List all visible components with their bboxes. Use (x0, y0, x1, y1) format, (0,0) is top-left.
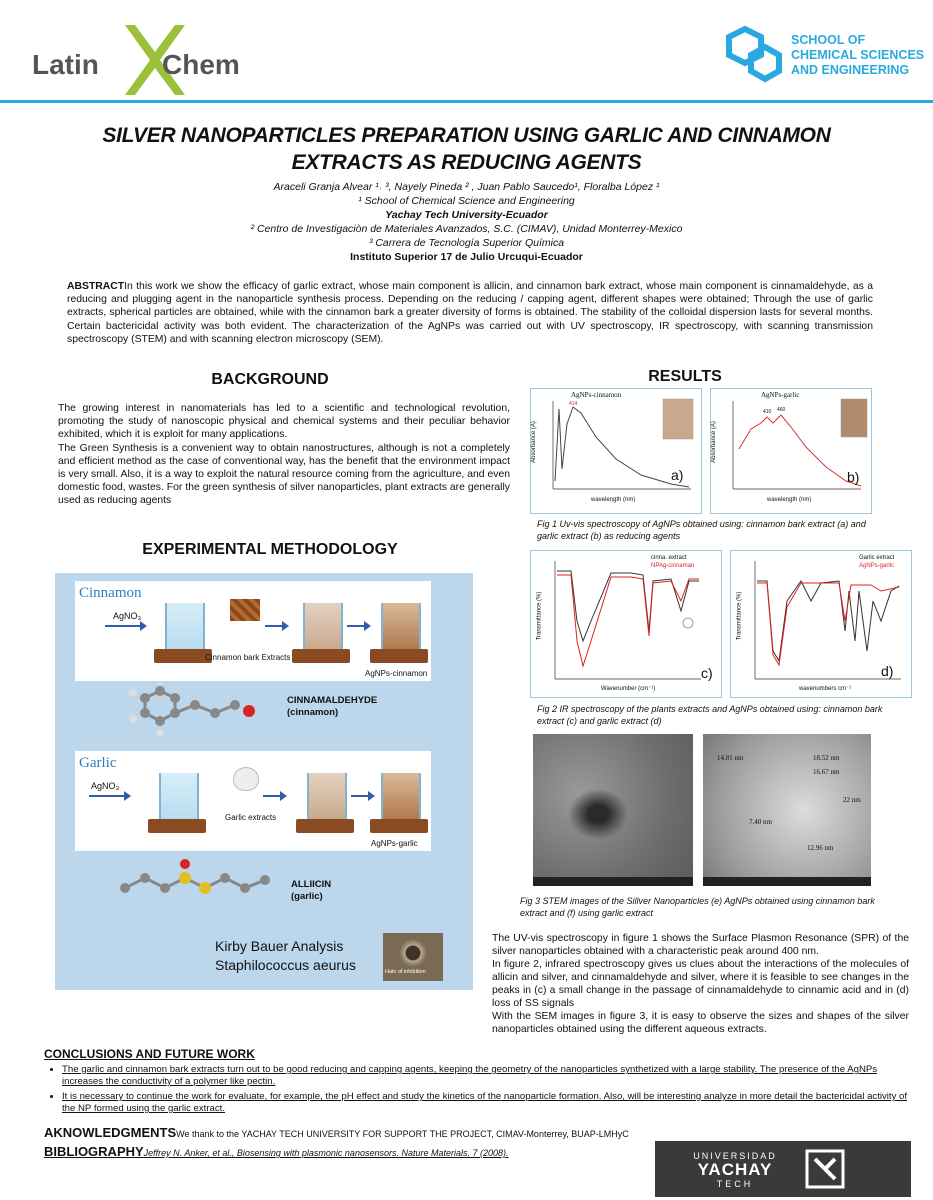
school-name-line: CHEMICAL SCIENCES (791, 48, 925, 62)
poster-title (60, 122, 873, 176)
discussion-paragraph: The UV-vis spectroscopy in figure 1 shows the Surface Plasmon Resonance (SPR) of the silver nanoparticles obtained with a characteristic peak around 400 nm. (492, 933, 909, 957)
panel-tag: b) (847, 469, 860, 485)
particle-size-label: 7.40 nm (749, 818, 772, 826)
particle-size-label: 16.67 nm (813, 768, 840, 776)
acknowledgments (44, 1124, 664, 1142)
molecule-name: CINNAMALDEHYDE (287, 695, 378, 706)
biblio-text: Jeffrey N. Anker, et al., Biosensing with plasmonic nanosensors. Nature Materials. 7 (2008). (143, 1148, 509, 1158)
arrow-icon (265, 625, 287, 627)
background-paragraph: The Green Synthesis is a convenient way to obtain nanostructures, although is not a completely and efficient method as the case of conventional way, has the benefit that the environment impact is very small. Also, it is a way to exploit the natural resource coming from the agriculture, and even domestic food, wastes. For the green synthesis of silver nanoparticles, plant extracts are generally used as reducing agents (58, 442, 510, 507)
axis-label: Wavenumber (cm⁻¹) (601, 686, 656, 692)
molecule-name: ALLIICIN (291, 879, 332, 890)
particle-size-label: 18.52 nm (813, 754, 840, 762)
methodology-panel (55, 573, 473, 990)
fig2-caption: Fig 2 IR spectroscopy of the plants extracts and AgNPs obtained using: cinnamon bark extract (c) and garlic extract (d) (537, 704, 883, 726)
axis-label: wavelength (nm) (767, 497, 812, 503)
results-heading: RESULTS (648, 368, 722, 385)
halo-label: Halo of inhibition (385, 969, 426, 975)
bibliography (44, 1143, 644, 1161)
methodology-heading: EXPERIMENTAL METHODOLOGY (142, 541, 398, 558)
product-label: AgNPs-cinnamon (365, 669, 428, 678)
arrow-icon (347, 625, 369, 627)
particle-size-label: 14.81 nm (717, 754, 744, 762)
yachay-wordmark (675, 1149, 795, 1191)
panel-tag: a) (671, 467, 684, 483)
extract-label: Garlic extracts (225, 813, 277, 822)
uv-chart-a (530, 388, 702, 514)
particle-size-label: 12.96 nm (807, 844, 834, 852)
conclusion-item: • It is necessary to continue the work for evaluate, for example, the pH effect and study the kinetics of the nanoparticle formation. Also, will be interesting analyze in more detail the bactericidal activity of the NP formed using the garlic extract. (62, 1091, 920, 1115)
axis-label: Absorbance (A) (710, 421, 717, 463)
panel-tag: d) (881, 663, 894, 679)
extract-label: Cinnamon bark Extracts (205, 653, 291, 662)
svg-text:Chem: Chem (162, 49, 240, 80)
uv-chart-b (710, 388, 872, 514)
beaker-icon (381, 603, 421, 651)
garlic-scheme (75, 751, 431, 851)
logo-line: TECH (716, 1179, 754, 1189)
school-name-line: AND ENGINEERING (791, 63, 910, 77)
ack-text: We thank to the YACHAY TECH UNIVERSITY FOR SUPPORT THE PROJECT, CIMAV-Monterrey, BUAP-LMHyC (176, 1129, 629, 1139)
stem-image-e (533, 734, 693, 886)
latinx-chem-logo (30, 20, 240, 100)
axis-label: wavelength (nm) (591, 497, 636, 503)
cinnamon-scheme (75, 581, 431, 681)
affiliation: ² Centro de Investigaciòn de Materiales Avanzados, S.C. (CIMAV), Unidad Monterrey-Mexico (250, 223, 683, 235)
hotplate-icon (370, 649, 428, 663)
hotplate-icon (370, 819, 428, 833)
legend (859, 554, 894, 570)
arrow-icon (351, 795, 373, 797)
results-discussion (492, 932, 909, 1036)
abstract-text: In this work we show the efficacy of garlic extract, whose main component is allicin, and cinnamon bark extract, whose main component is cinnamaldehyde, as a reducing and plugging agent in the nanoparticle synthesis process. Depending on the reducing / capping agent, different shapes were obtained; Through the use of garlic extracts, spherical particles are obtained, while with the cinnamon bark a greater diversity of forms is obtained. The stability of the colloidal dispersion lasts for several months. Certain bactericidal activity was both evident. The characterization of the AgNPs was carried out with UV spectroscopy, IR spectroscopy, with scanning transmission spectroscopy (STEM) and with scanning electron microscopy (SEM). (67, 281, 873, 345)
logo-line: YACHAY (697, 1160, 773, 1179)
axis-label: Transmittance (%) (736, 591, 743, 641)
scale-bar (703, 877, 871, 886)
ack-label: AKNOWLEDGMENTS (44, 1125, 177, 1140)
arrow-icon (105, 625, 145, 627)
axis-label: Absorbance (A) (530, 421, 537, 463)
panel-tag: c) (701, 665, 713, 681)
legend-item: cinna. extract (651, 555, 687, 561)
product-label: AgNPs-garlic (371, 839, 418, 848)
discussion-paragraph: With the SEM images in figure 3, it is easy to observe the sizes and shapes of the silver nanoparticles obtained using the different aqueous extracts. (492, 1011, 909, 1035)
author-block (160, 180, 773, 264)
biblio-label: BIBLIOGRAPHY (44, 1144, 144, 1159)
halo-icon (399, 939, 427, 967)
arrow-icon (89, 795, 129, 797)
peak-label: 460 (777, 407, 786, 413)
yachay-tech-logo (655, 1141, 911, 1197)
logo-line: UNIVERSIDAD (693, 1151, 777, 1161)
garlic-icon (233, 767, 259, 791)
fig3-caption: Fig 3 STEM images of the Sillver Nanoparticles (e) AgNPs obtained using cinnamon bark extract and (f) using garlic extract (520, 896, 875, 918)
peak-label: 410 (763, 409, 772, 415)
hotplate-icon (292, 649, 350, 663)
axis-label: Transmittance (%) (536, 591, 543, 641)
legend (651, 554, 694, 570)
legend-item: AgNPs-garlic (859, 563, 895, 569)
header-divider (0, 100, 933, 103)
kirby-line: Staphilococcus aeurus (215, 957, 356, 973)
conclusions-heading: CONCLUSIONS AND FUTURE WORK (44, 1047, 255, 1061)
allicin-label (291, 879, 331, 903)
svg-text:Latin: Latin (32, 49, 99, 80)
cinnamaldehyde-label (287, 695, 377, 719)
hotplate-icon (148, 819, 206, 833)
school-logo (725, 25, 925, 85)
kirby-bauer-label (215, 937, 356, 975)
allicin-molecule-icon (115, 858, 275, 918)
beaker-icon (159, 773, 199, 821)
abstract-label: ABSTRACT (67, 281, 125, 292)
institution: Yachay Tech University-Ecuador (385, 209, 548, 221)
cinnamaldehyde-molecule-icon (125, 683, 265, 743)
inhibition-halo-photo (383, 933, 443, 981)
author-list: Araceli Granja Alvear ¹˒ ³, Nayely Pineda ² , Juan Pablo Saucedo¹, Floralba López ¹ (273, 181, 660, 193)
cinnamon-label: Cinnamon (79, 585, 142, 601)
peak-label: 414 (569, 401, 578, 407)
particle-size-label: 22 nm (843, 796, 861, 804)
stem-image-f (703, 734, 871, 886)
institution: Instituto Superior 17 de Julio Urcuqui-Ecuador (350, 251, 583, 263)
chart-title: AgNPs-garlic (761, 391, 800, 399)
ir-chart-d (730, 550, 912, 698)
scale-bar (533, 877, 693, 886)
hexagon-icon (725, 25, 785, 85)
beaker-icon (165, 603, 205, 651)
molecule-source: (cinnamon) (287, 707, 339, 718)
hotplate-icon (154, 649, 212, 663)
abstract (67, 280, 873, 346)
yachay-emblem-icon (805, 1149, 845, 1189)
legend-item: NPAg-cinnaman (651, 563, 695, 569)
affiliation: ³ Carrera de Tecnología Superior Química (368, 237, 565, 249)
chart-title: AgNPs-cinnamon (571, 391, 622, 399)
nanoparticle-cluster (563, 784, 633, 844)
background-heading: BACKGROUND (211, 371, 329, 388)
cinnamon-bark-icon (230, 599, 260, 621)
discussion-paragraph: In figure 2, infrared spectroscopy gives us clues about the interactions of the molecules of allicin and silver, and cinnamaldehyde and silver, where it is feasible to see changes in the peaks in (c) a small change in the passage of cinnamaldehyde to cinnamic acid and in (d) loss of SS signals (492, 959, 909, 1009)
molecule-source: (garlic) (291, 891, 323, 902)
conclusions-list (44, 1064, 920, 1118)
title-line: EXTRACTS AS REDUCING AGENTS (291, 151, 642, 174)
axis-label: wavenumbers cm⁻¹ (799, 686, 852, 692)
background-paragraph: The growing interest in nanomaterials has led to a scientific and technological revolution, promoting the study of nanoscopic physical and chemical systems and their peculiar behavior exhibited, which it is exploit for many applications. (58, 403, 510, 441)
garlic-label: Garlic (79, 755, 117, 771)
affiliation: ¹ School of Chemical Science and Engineering (358, 195, 575, 207)
beaker-icon (381, 773, 421, 821)
ir-chart-c (530, 550, 722, 698)
beaker-icon (307, 773, 347, 821)
school-name-line: SCHOOL OF (791, 33, 866, 47)
fig1-caption: Fig 1 Uv-vis spectroscopy of AgNPs obtained using: cinnamon bark extract (a) and garlic extract (b) as reducing agents (537, 519, 866, 541)
legend-item: Garlic extract (859, 555, 895, 561)
background-text (58, 402, 510, 508)
arrow-icon (263, 795, 285, 797)
hotplate-icon (296, 819, 354, 833)
reagent-label: AgNO₃ (113, 611, 142, 621)
beaker-icon (303, 603, 343, 651)
reagent-label: AgNO₃ (91, 781, 120, 791)
kirby-line: Kirby Bauer Analysis (215, 938, 344, 954)
title-line: SILVER NANOPARTICLES PREPARATION USING GARLIC AND CINNAMON (102, 124, 831, 147)
conclusion-item: • The garlic and cinnamon bark extracts turn out to be good reducing and capping agents, keeping the geometry of the nanoparticles synthetized with a large stability. The presence of the AgNPs increases the conductivity of a polymer like pectin. (62, 1064, 920, 1088)
